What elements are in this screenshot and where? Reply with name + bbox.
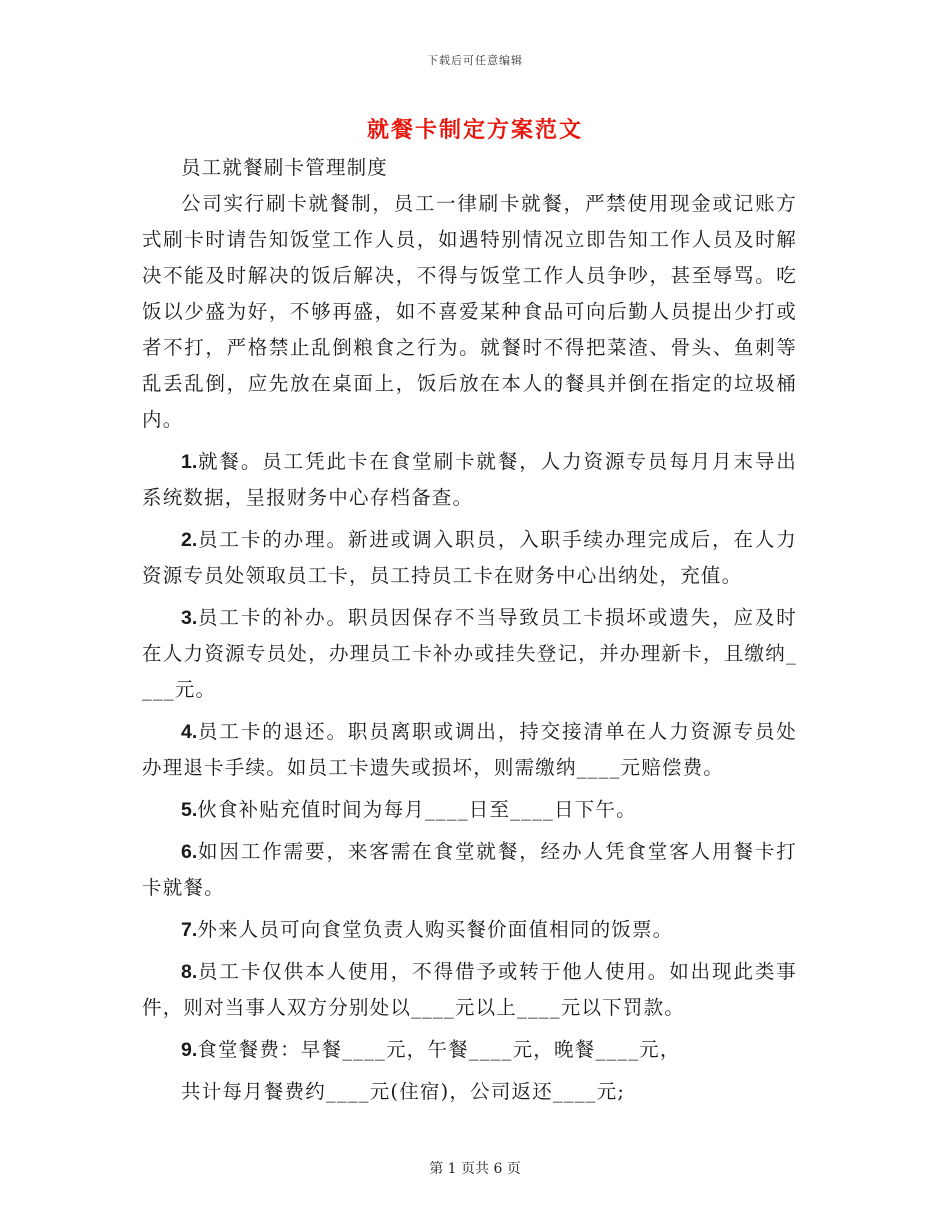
intro-paragraph: 公司实行刷卡就餐制，员工一律刷卡就餐，严禁使用现金或记账方式刷卡时请告知饭堂工作人员，如遇特别情况立即告知工作人员及时解决不能及时解决的饭后解决，不得与饭堂工作人员争吵，甚至辱骂。吃饭以少盛为好，不够再盛，如不喜爱某种食品可向后勤人员提出少打或者不打，严格禁止乱倒粮食之行为。就餐时不得把菜渣、骨头、鱼刺等乱丢乱倒，应先放在桌面上，饭后放在本人的餐具并倒在指定的垃圾桶内。 bbox=[142, 192, 797, 431]
item-number: 4. bbox=[181, 721, 198, 743]
subtitle: 员工就餐刷卡管理制度 bbox=[181, 156, 389, 179]
item-number: 6. bbox=[181, 841, 198, 863]
item-text: 外来人员可向食堂负责人购买餐价面值相同的饭票。 bbox=[197, 918, 674, 941]
item-text: 员工卡的办理。新进或调入职员，入职手续办理完成后，在人力资源专员处领取员工卡，员工持员工卡在财务中心出纳处，充值。 bbox=[142, 528, 797, 587]
page-footer: 第 1 页共 6 页 bbox=[429, 1161, 521, 1177]
list-item bbox=[142, 522, 797, 594]
item-number: 3. bbox=[181, 607, 198, 629]
item-number: 9. bbox=[181, 1039, 198, 1061]
item-text: 员工卡的退还。职员离职或调出，持交接清单在人力资源专员处办理退卡手续。如员工卡遗失或损坏，则需缴纳____元赔偿费。 bbox=[142, 720, 797, 779]
item-number: 2. bbox=[181, 529, 198, 551]
document-body bbox=[142, 150, 797, 1110]
item-number: 1. bbox=[181, 451, 198, 473]
item-number: 5. bbox=[181, 799, 198, 821]
list-item bbox=[142, 444, 797, 516]
item-text: 就餐。员工凭此卡在食堂刷卡就餐，人力资源专员每月月末导出系统数据，呈报财务中心存档备查。 bbox=[142, 450, 797, 509]
item-text: 员工卡的补办。职员因保存不当导致员工卡损坏或遗失，应及时在人力资源专员处，办理员工卡补办或挂失登记，并办理新卡，且缴纳____元。 bbox=[142, 606, 797, 701]
list-item bbox=[142, 954, 797, 1026]
list-item bbox=[142, 834, 797, 906]
list-item bbox=[142, 792, 797, 828]
item-text: 如因工作需要，来客需在食堂就餐，经办人凭食堂客人用餐卡打卡就餐。 bbox=[142, 840, 797, 899]
item-number: 8. bbox=[181, 961, 198, 983]
closing-line: 共计每月餐费约____元(住宿)，公司返还____元; bbox=[181, 1080, 626, 1103]
list-item bbox=[142, 1032, 797, 1068]
item-text: 食堂餐费：早餐____元，午餐____元，晚餐____元， bbox=[197, 1038, 681, 1061]
header-note: 下载后可任意编辑 bbox=[427, 54, 523, 67]
item-text: 伙食补贴充值时间为每月____日至____日下午。 bbox=[197, 798, 637, 821]
list-item bbox=[142, 714, 797, 786]
list-item bbox=[142, 600, 797, 708]
item-text: 员工卡仅供本人使用，不得借予或转于他人使用。如出现此类事件，则对当事人双方分别处以____元以上____元以下罚款。 bbox=[142, 960, 797, 1019]
list-item bbox=[142, 912, 797, 948]
item-number: 7. bbox=[181, 919, 198, 941]
document-title: 就餐卡制定方案范文 bbox=[366, 117, 583, 143]
